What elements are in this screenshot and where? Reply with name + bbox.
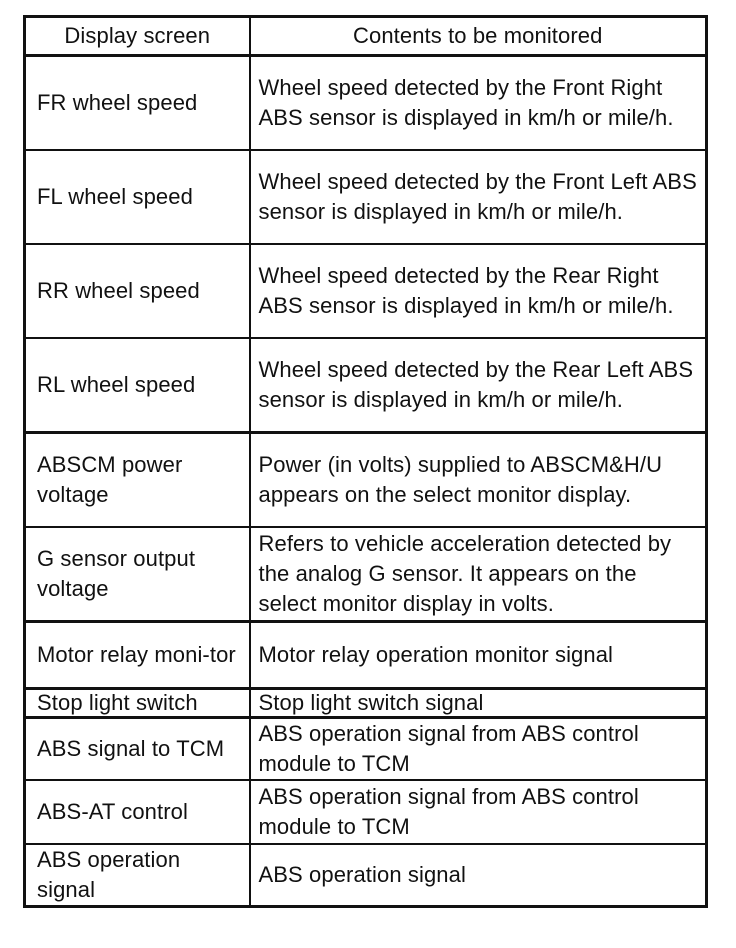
- table-row: [25, 689, 707, 718]
- monitor-items-table: [23, 15, 708, 908]
- display-screen-cell: ABS-AT control: [25, 780, 250, 844]
- table-row: [25, 844, 707, 907]
- display-screen-cell: RL wheel speed: [25, 338, 250, 433]
- contents-cell: Wheel speed detected by the Front Left ABS sensor is displayed in km/h or mile/h.: [250, 150, 707, 244]
- contents-cell: Wheel speed detected by the Rear Right ABS sensor is displayed in km/h or mile/h.: [250, 244, 707, 338]
- display-screen-cell: Stop light switch: [25, 689, 250, 718]
- table-row: [25, 56, 707, 151]
- contents-cell: Wheel speed detected by the Rear Left ABS sensor is displayed in km/h or mile/h.: [250, 338, 707, 433]
- display-screen-cell: ABS operation signal: [25, 844, 250, 907]
- contents-cell: ABS operation signal from ABS control module to TCM: [250, 780, 707, 844]
- table-row: [25, 718, 707, 781]
- table-row: [25, 244, 707, 338]
- contents-cell: Power (in volts) supplied to ABSCM&H/U appears on the select monitor display.: [250, 433, 707, 528]
- display-screen-cell: ABSCM power voltage: [25, 433, 250, 528]
- display-screen-cell: FL wheel speed: [25, 150, 250, 244]
- contents-cell: ABS operation signal from ABS control module to TCM: [250, 718, 707, 781]
- display-screen-cell: Motor relay moni-tor: [25, 622, 250, 689]
- header-contents: Contents to be monitored: [250, 17, 707, 56]
- header-display-screen: Display screen: [25, 17, 250, 56]
- table-row: [25, 527, 707, 622]
- table-header-row: [25, 17, 707, 56]
- table-row: [25, 780, 707, 844]
- contents-cell: Wheel speed detected by the Front Right ABS sensor is displayed in km/h or mile/h.: [250, 56, 707, 151]
- display-screen-cell: G sensor output voltage: [25, 527, 250, 622]
- table-row: [25, 433, 707, 528]
- contents-cell: ABS operation signal: [250, 844, 707, 907]
- table-row: [25, 150, 707, 244]
- contents-cell: Stop light switch signal: [250, 689, 707, 718]
- display-screen-cell: FR wheel speed: [25, 56, 250, 151]
- display-screen-cell: ABS signal to TCM: [25, 718, 250, 781]
- table-row: [25, 338, 707, 433]
- contents-cell: Refers to vehicle acceleration detected by the analog G sensor. It appears on the select monitor display in volts.: [250, 527, 707, 622]
- table-row: [25, 622, 707, 689]
- contents-cell: Motor relay operation monitor signal: [250, 622, 707, 689]
- display-screen-cell: RR wheel speed: [25, 244, 250, 338]
